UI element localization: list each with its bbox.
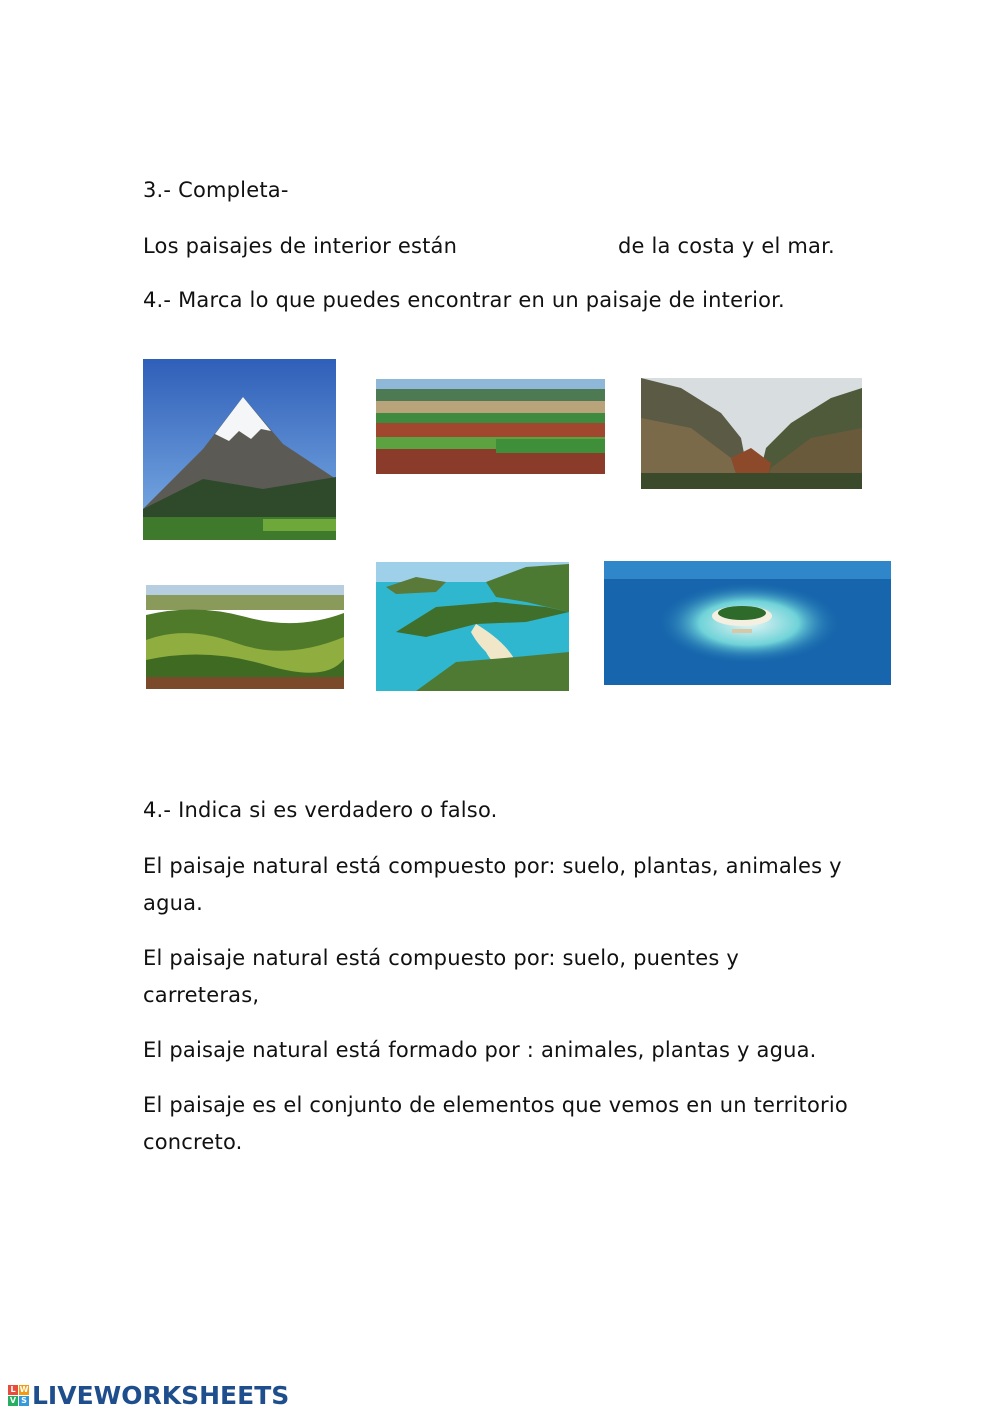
tropical-island-photo[interactable] bbox=[604, 561, 891, 685]
question-3-sentence-end: de la costa y el mar. bbox=[618, 234, 835, 258]
statement-2-line-2: carreteras, bbox=[143, 983, 260, 1007]
question-3-sentence-start: Los paisajes de interior están bbox=[143, 234, 458, 258]
question-3-title: 3.- Completa- bbox=[143, 178, 289, 202]
rolling-hills-photo[interactable] bbox=[146, 585, 344, 689]
logo-text: LIVEWORKSHEETS bbox=[32, 1380, 290, 1410]
valley-gorge-photo[interactable] bbox=[641, 378, 862, 489]
statement-4-line-2: concreto. bbox=[143, 1130, 243, 1154]
statement-4-line-1: El paisaje es el conjunto de elementos que vemos en un territorio bbox=[143, 1093, 848, 1117]
liveworksheets-logo[interactable] bbox=[8, 1380, 289, 1410]
answer-blank-field[interactable] bbox=[470, 232, 615, 262]
question-5-title: 4.- Indica si es verdadero o falso. bbox=[143, 798, 498, 822]
farm-plain-photo[interactable] bbox=[376, 379, 605, 474]
question-4-title: 4.- Marca lo que puedes encontrar en un paisaje de interior. bbox=[143, 288, 785, 312]
logo-mark-icon: L W V S bbox=[9, 1384, 29, 1405]
coastal-lagoon-photo[interactable] bbox=[376, 562, 569, 691]
statement-1-line-1: El paisaje natural está compuesto por: suelo, plantas, animales y bbox=[143, 854, 842, 878]
statement-3-line-1: El paisaje natural está formado por : animales, plantas y agua. bbox=[143, 1038, 817, 1062]
snowy-mountain-photo[interactable] bbox=[143, 359, 336, 540]
statement-2-line-1: El paisaje natural está compuesto por: suelo, puentes y bbox=[143, 946, 739, 970]
statement-1-line-2: agua. bbox=[143, 891, 204, 915]
